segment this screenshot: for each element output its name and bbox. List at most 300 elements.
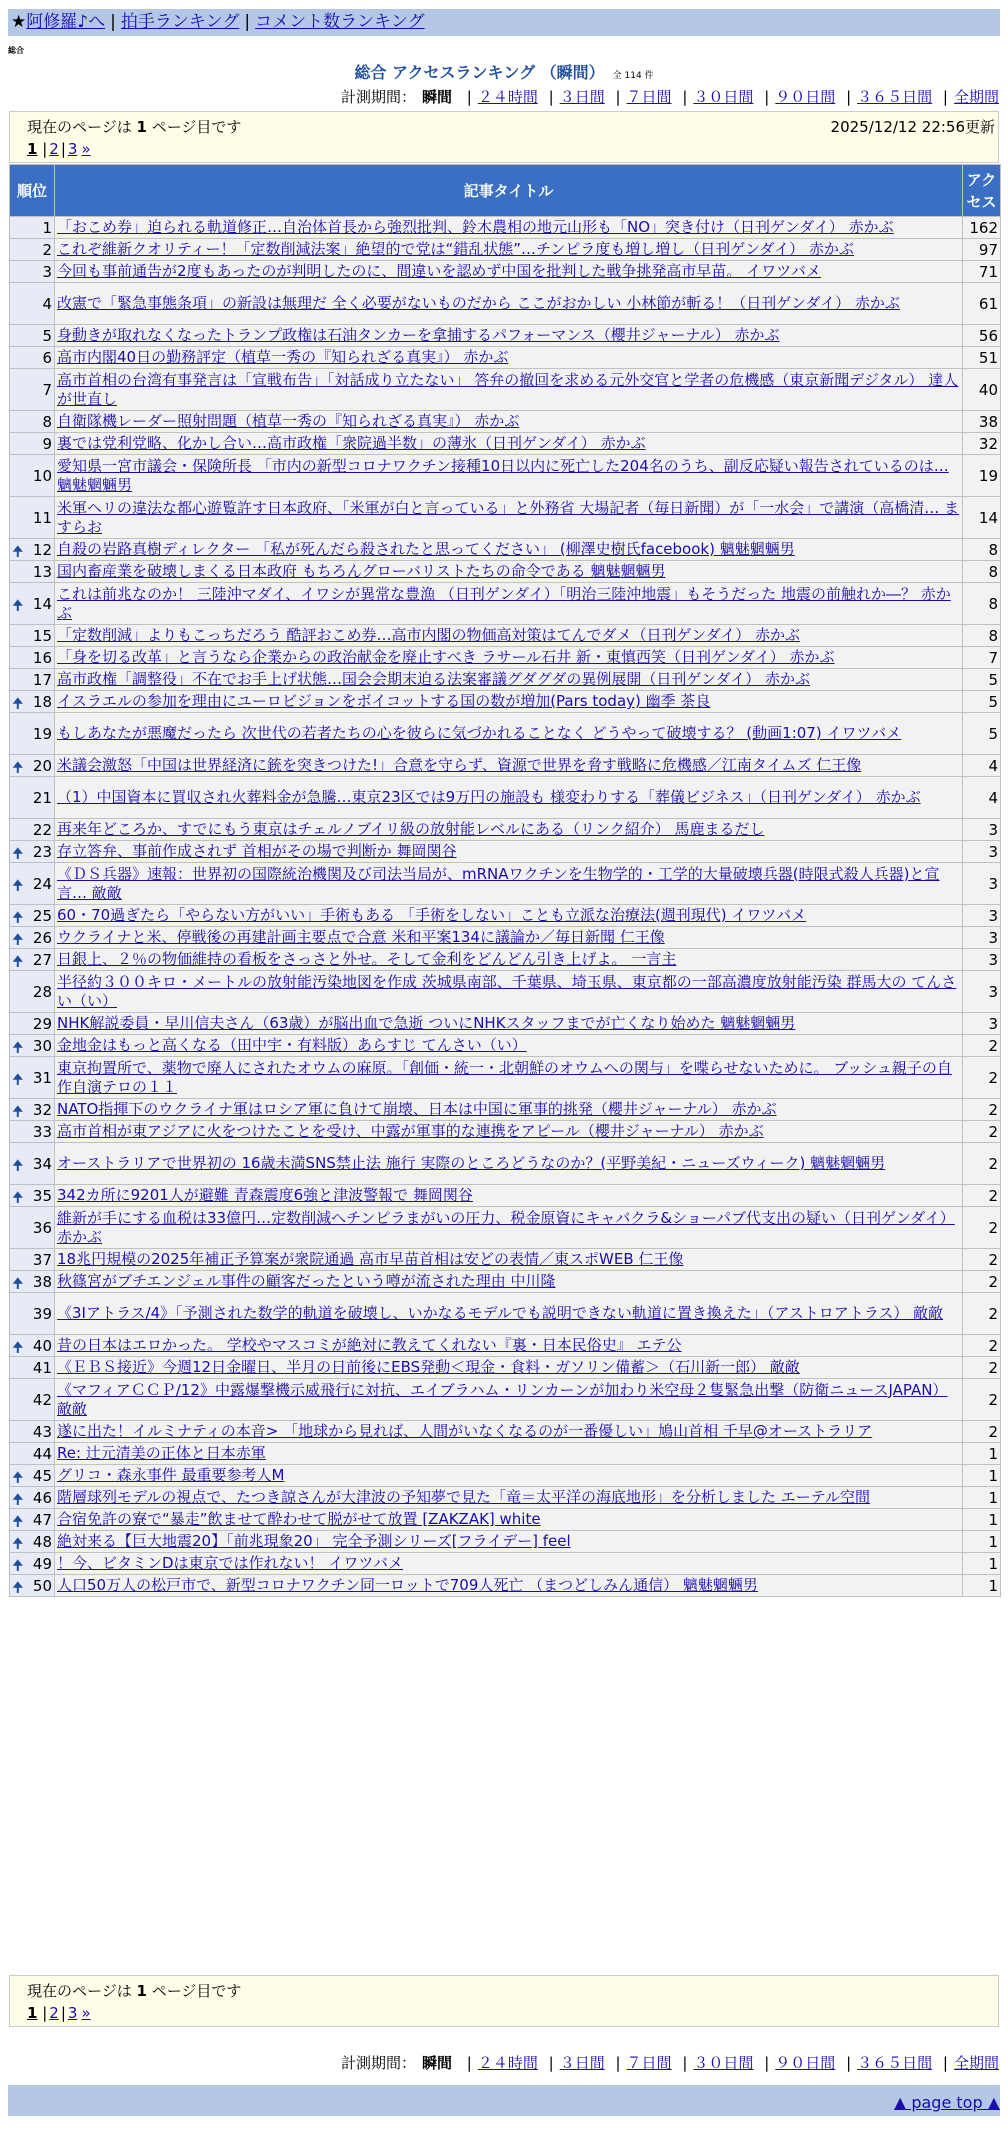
article-link[interactable]: ！今、ビタミンDは東京では作れない！ イワツバメ <box>57 1554 404 1572</box>
access-count: 3 <box>963 905 1001 927</box>
rank-cell <box>10 1357 55 1379</box>
period-label: 計測期間： <box>340 88 416 106</box>
title-cell <box>55 1465 963 1487</box>
page-title-block <box>0 60 1008 83</box>
rank-up-arrow-icon: 🠉 <box>12 597 24 614</box>
rank-cell <box>10 1013 55 1035</box>
article-link[interactable]: 遂に出た！イルミナティの本音> 「地球から見れば、人間がいなくなるのが一番優しい」鳩山首相 千早@オーストラリア <box>57 1422 873 1440</box>
access-count: 2 <box>963 1185 1001 1207</box>
rank-cell <box>10 625 55 647</box>
period-selector-top <box>341 86 999 107</box>
period-separator: | <box>615 2054 621 2072</box>
pagination-next[interactable]: » <box>81 2004 91 2022</box>
pagination-top <box>27 140 93 158</box>
rank-number: 32 <box>32 1100 52 1119</box>
period-separator: | <box>682 2054 688 2072</box>
title-cell <box>55 1487 963 1509</box>
title-cell <box>55 1421 963 1443</box>
table-row <box>10 1035 1001 1057</box>
rank-number: 9 <box>42 434 52 453</box>
article-link[interactable]: これは前兆なのか！ 三陸沖マダイ、イワシが異常な豊漁 （日刊ゲンダイ）「明治三陸沖地震」もそうだった 地震の前触れか―？ 赤かぶ <box>57 584 951 622</box>
rank-number: 38 <box>32 1272 52 1291</box>
article-link[interactable]: 米議会激怒「中国は世界経済に銃を突きつけた!」合意を守らず、資源で世界を脅す戦略に危機感／江南タイムズ 仁王像 <box>57 756 862 774</box>
title-cell <box>55 625 963 647</box>
table-row <box>10 1057 1001 1099</box>
article-link[interactable]: 60・70過ぎたら「やらない方がいい」手術もある 「手術をしない」ことも立派な治療法(週刊現代) イワツバメ <box>57 906 807 924</box>
title-cell <box>55 1379 963 1421</box>
title-cell <box>55 1335 963 1357</box>
article-link[interactable]: 昔の日本はエロかった。 学校やマスコミが絶対に教えてくれない『裏・日本民俗史』 エテ公 <box>57 1336 682 1354</box>
period-link-3d[interactable]: ３日間 <box>559 2054 605 2072</box>
title-cell <box>55 1035 963 1057</box>
access-count: 3 <box>963 949 1001 971</box>
applause-ranking-link[interactable]: 拍手ランキング <box>120 12 240 32</box>
access-count: 1 <box>963 1465 1001 1487</box>
article-link[interactable]: 愛知県一宮市議会・保険所長 「市内の新型コロナワクチン接種10日以内に死亡した204名のうち、副反応疑い報告されているのは… 魑魅魍魎男 <box>57 456 949 494</box>
article-link[interactable]: 半径約３００キロ・メートルの放射能汚染地図を作成 茨城県南部、千葉県、埼玉県、東京都の一部高濃度放射能汚染 群馬大の てんさい（い） <box>57 972 957 1010</box>
article-link[interactable]: 改憲で「緊急事態条項」の新設は無理だ 全く必要がないものだから ここがおかしい 小林節が斬る！（日刊ゲンダイ） 赤かぶ <box>57 294 900 312</box>
period-separator: | <box>466 88 472 106</box>
rank-cell <box>10 369 55 411</box>
rank-number: 17 <box>32 670 52 689</box>
title-cell <box>55 1553 963 1575</box>
rank-number: 15 <box>32 626 52 645</box>
article-link[interactable]: 合宿免許の寮で“暴走”飲ませて酔わせて脱がせて放置 [ZAKZAK] white <box>57 1510 541 1528</box>
rank-cell <box>10 1465 55 1487</box>
access-count: 2 <box>963 1249 1001 1271</box>
article-link[interactable]: 「定数削減」よりもこっちだろう 酷評おこめ券…高市内閣の物価高対策はてんでダメ（日刊ゲンダイ） 赤かぶ <box>57 626 801 644</box>
table-row <box>10 841 1001 863</box>
period-link-24h[interactable]: ２４時間 <box>477 88 538 106</box>
article-link[interactable]: 「おこめ券」迫られる軌道修正…自治体首長から強烈批判、鈴木農相の地元山形も「NO」突き付け（日刊ゲンダイ） 赤かぶ <box>57 218 894 236</box>
article-link[interactable]: 維新が手にする血税は33億円…定数削減へチンピラまがいの圧力、税金原資にキャバクラ&ショーパブ代支出の疑い（日刊ゲンダイ） 赤かぶ <box>57 1208 955 1246</box>
table-row <box>10 217 1001 239</box>
rank-number: 5 <box>42 326 52 345</box>
table-row <box>10 455 1001 497</box>
access-count: 4 <box>963 755 1001 777</box>
article-link[interactable]: 18兆円規模の2025年補正予算案が衆院通過 高市早苗首相は安どの表情／東スポWEB 仁王像 <box>57 1250 684 1268</box>
period-current: 瞬間 <box>421 88 452 106</box>
article-link[interactable]: もしあなたが悪魔だったら 次世代の若者たちの心を彼らに気づかれることなく どうやって破壊する？ (動画1:07) イワツバメ <box>57 724 902 742</box>
rank-number: 43 <box>32 1422 52 1441</box>
rank-number: 27 <box>32 950 52 969</box>
rank-cell <box>10 1185 55 1207</box>
article-link[interactable]: 人口50万人の松戸市で、新型コロナワクチン同一ロットで709人死亡 （まつどしみん通信） 魑魅魍魎男 <box>57 1576 758 1594</box>
rank-cell <box>10 1335 55 1357</box>
title-cell <box>55 691 963 713</box>
rank-cell <box>10 927 55 949</box>
page-info-top <box>9 111 999 163</box>
table-row <box>10 625 1001 647</box>
table-row <box>10 777 1001 819</box>
period-link-all[interactable]: 全期間 <box>953 2054 999 2072</box>
pagination-page-2[interactable]: 2 <box>49 2004 59 2022</box>
rank-cell <box>10 1121 55 1143</box>
access-count: 8 <box>963 539 1001 561</box>
title-cell <box>55 1575 963 1597</box>
article-link[interactable]: これぞ維新クオリティー！「定数削減法案」絶望的で党は“錯乱状態”…チンピラ度も増し増し（日刊ゲンダイ） 赤かぶ <box>57 240 854 258</box>
access-count: 1 <box>963 1553 1001 1575</box>
table-row <box>10 669 1001 691</box>
access-count: 2 <box>963 1099 1001 1121</box>
access-count: 2 <box>963 1057 1001 1099</box>
pagination-current: 1 <box>27 140 38 158</box>
title-cell <box>55 669 963 691</box>
table-row <box>10 497 1001 539</box>
title-cell <box>55 239 963 261</box>
access-count: 71 <box>963 261 1001 283</box>
pagination-next[interactable]: » <box>81 140 91 158</box>
table-row <box>10 647 1001 669</box>
rank-number: 8 <box>42 412 52 431</box>
table-row <box>10 369 1001 411</box>
table-row <box>10 1249 1001 1271</box>
pagination-page-3[interactable]: 3 <box>67 140 78 158</box>
access-count: 4 <box>963 777 1001 819</box>
access-count: 32 <box>963 433 1001 455</box>
rank-number: 6 <box>42 348 52 367</box>
access-count: 2 <box>963 1121 1001 1143</box>
article-link[interactable]: グリコ・森永事件 最重要参考人M <box>57 1466 285 1484</box>
access-count: 3 <box>963 863 1001 905</box>
rank-cell <box>10 1057 55 1099</box>
pagination-bottom <box>27 2004 93 2022</box>
article-link[interactable]: 絶対来る【巨大地震20】「前兆現象20」 完全予測シリーズ[フライデー] feel <box>57 1532 571 1550</box>
rank-cell <box>10 1207 55 1249</box>
period-current: 瞬間 <box>421 2054 452 2072</box>
rank-number: 7 <box>42 380 52 399</box>
rank-cell <box>10 1379 55 1421</box>
rank-number: 20 <box>32 756 52 775</box>
table-row <box>10 239 1001 261</box>
title-cell <box>55 713 963 755</box>
title-cell <box>55 455 963 497</box>
title-cell <box>55 1121 963 1143</box>
rank-cell <box>10 863 55 905</box>
article-link[interactable]: 秋篠宮がブチエンジェル事件の顧客だったという噂が流された理由 中川隆 <box>57 1272 556 1290</box>
access-count: 2 <box>963 1379 1001 1421</box>
rank-up-arrow-icon: 🠉 <box>12 931 24 948</box>
rank-cell <box>10 411 55 433</box>
article-link[interactable]: 高市首相が東アジアに火をつけたことを受け、中露が軍事的な連携をアピール（櫻井ジャーナル） 赤かぶ <box>57 1122 764 1140</box>
title-cell <box>55 433 963 455</box>
rank-number: 11 <box>32 508 52 527</box>
title-cell <box>55 217 963 239</box>
period-link-24h[interactable]: ２４時間 <box>477 2054 538 2072</box>
rank-cell <box>10 1531 55 1553</box>
title-cell <box>55 1443 963 1465</box>
rank-cell <box>10 325 55 347</box>
article-link[interactable]: 階層球列モデルの視点で、たつき諒さんが大津波の予知夢で見た「竜＝太平洋の海底地形」を分析しました エーテル空間 <box>57 1488 870 1506</box>
title-cell <box>55 1271 963 1293</box>
access-count: 38 <box>963 411 1001 433</box>
table-row <box>10 905 1001 927</box>
rank-number: 42 <box>32 1390 52 1409</box>
title-cell <box>55 411 963 433</box>
table-row <box>10 1207 1001 1249</box>
article-link[interactable]: 《ＥＢＳ接近》今週12日金曜日、半月の日前後にEBS発動＜現金・食料・ガソリン備蓄＞（石川新一郎） 敵敵 <box>57 1358 800 1376</box>
rank-up-arrow-icon: 🠉 <box>12 695 24 712</box>
title-cell <box>55 863 963 905</box>
page-info-prefix: 現在のページは <box>27 118 137 136</box>
total-count: 全 114 件 <box>612 71 654 81</box>
top-nav-bar <box>8 9 1000 36</box>
access-count: 2 <box>963 1271 1001 1293</box>
table-row <box>10 1185 1001 1207</box>
table-row <box>10 539 1001 561</box>
article-link[interactable]: ウクライナと米、停戦後の再建計画主要点で合意 米和平案134に議論か／毎日新聞 仁王像 <box>57 928 665 946</box>
period-link-365d[interactable]: ３６５日間 <box>857 2054 933 2072</box>
access-count: 3 <box>963 1013 1001 1035</box>
table-row <box>10 691 1001 713</box>
header-rank: 順位 <box>10 165 55 217</box>
rank-cell <box>10 347 55 369</box>
article-link[interactable]: 《ＤＳ兵器》速報：世界初の国際統治機関及び司法当局が、mRNAワクチンを生物学的・工学的大量破壊兵器(時限式殺人兵器)と宣言… 敵敵 <box>57 864 940 902</box>
article-link[interactable]: 「身を切る改革」と言うなら企業からの政治献金を廃止すべき ラサール石井 新・東慎西笑（日刊ゲンダイ） 赤かぶ <box>57 648 835 666</box>
article-link[interactable]: 《マフィアＣＣＰ/12》中露爆撃機示威飛行に対抗、エイブラハム・リンカーンが加わり米空母２隻緊急出撃（防衛ニュースJAPAN） 敵敵 <box>57 1380 948 1418</box>
rank-cell <box>10 691 55 713</box>
period-link-90d[interactable]: ９０日間 <box>775 88 836 106</box>
rank-up-arrow-icon: 🠉 <box>12 1071 24 1088</box>
rank-cell <box>10 777 55 819</box>
table-row <box>10 583 1001 625</box>
rank-up-arrow-icon: 🠉 <box>12 1491 24 1508</box>
rank-number: 22 <box>32 820 52 839</box>
title-cell <box>55 583 963 625</box>
access-count: 5 <box>963 713 1001 755</box>
article-link[interactable]: NATO指揮下のウクライナ軍はロシア軍に負けて崩壊、日本は中国に軍事的挑発（櫻井ジャーナル） 赤かぶ <box>57 1100 777 1118</box>
rank-up-arrow-icon: 🠉 <box>12 953 24 970</box>
period-link-7d[interactable]: ７日間 <box>626 2054 672 2072</box>
title-cell <box>55 1013 963 1035</box>
rank-cell <box>10 583 55 625</box>
table-row <box>10 1335 1001 1357</box>
access-count: 2 <box>963 1143 1001 1185</box>
table-row <box>10 1465 1001 1487</box>
access-count: 2 <box>963 1035 1001 1057</box>
rank-number: 50 <box>32 1576 52 1595</box>
rank-cell <box>10 1271 55 1293</box>
table-row <box>10 1509 1001 1531</box>
access-count: 1 <box>963 1443 1001 1465</box>
pagination-page-2[interactable]: 2 <box>49 140 59 158</box>
rank-number: 49 <box>32 1554 52 1573</box>
article-link[interactable]: イスラエルの参加を理由にユーロビジョンをボイコットする国の数が増加(Pars today) 幽季 茶良 <box>57 692 711 710</box>
article-link[interactable]: 東京拘置所で、薬物で廃人にされたオウムの麻原。「創価・統一・北朝鮮のオウムへの関与」を喋らせないために。 ブッシュ親子の自作自演テロの１１ <box>57 1058 952 1096</box>
rank-number: 28 <box>32 982 52 1001</box>
access-count: 56 <box>963 325 1001 347</box>
rank-cell <box>10 239 55 261</box>
article-link[interactable]: 国内畜産業を破壊しまくる日本政府 もちろんグローバリストたちの命令である 魑魅魍魎男 <box>57 562 666 580</box>
access-count: 14 <box>963 497 1001 539</box>
table-row <box>10 433 1001 455</box>
rank-cell <box>10 1293 55 1335</box>
article-link[interactable]: 自殺の岩路真樹ディレクター 「私が死んだら殺されたと思ってください」 (柳澤史樹氏facebook) 魑魅魍魎男 <box>57 540 795 558</box>
rank-up-arrow-icon: 🠉 <box>12 1039 24 1056</box>
rank-up-arrow-icon: 🠉 <box>12 1535 24 1552</box>
table-row <box>10 1271 1001 1293</box>
rank-cell <box>10 455 55 497</box>
access-count: 2 <box>963 1293 1001 1335</box>
rank-up-arrow-icon: 🠉 <box>12 1557 24 1574</box>
access-count: 2 <box>963 1335 1001 1357</box>
title-cell <box>55 819 963 841</box>
period-link-30d[interactable]: ３０日間 <box>693 88 754 106</box>
title-cell <box>55 905 963 927</box>
period-separator: | <box>615 88 621 106</box>
period-separator: | <box>942 88 948 106</box>
title-cell <box>55 971 963 1013</box>
table-row <box>10 1531 1001 1553</box>
article-link[interactable]: 裏では党利党略、化かし合い…高市政権「衆院過半数」の薄氷（日刊ゲンダイ） 赤かぶ <box>57 434 646 452</box>
table-row <box>10 1013 1001 1035</box>
period-link-7d[interactable]: ７日間 <box>626 88 672 106</box>
article-link[interactable]: 今回も事前通告が2度もあったのが判明したのに、間違いを認めず中国を批判した戦争挑発高市早苗。 イワツバメ <box>57 262 821 280</box>
article-link[interactable]: 《3Iアトラス/4》「予測された数学的軌道を破壊し、いかなるモデルでも説明できない軌道に置き換えた」（アストロアトラス） 敵敵 <box>57 1304 944 1322</box>
access-count: 5 <box>963 669 1001 691</box>
current-page-text <box>27 116 241 137</box>
title-cell <box>55 325 963 347</box>
rank-number: 39 <box>32 1304 52 1323</box>
rank-cell <box>10 1099 55 1121</box>
rank-number: 29 <box>32 1014 52 1033</box>
page-info-number: 1 <box>136 118 147 136</box>
pagination-separator: | <box>42 140 48 158</box>
title-cell <box>55 1509 963 1531</box>
article-link[interactable]: 高市首相の台湾有事発言は「宣戦布告」「対話成り立たない」 答弁の撤回を求める元外交官と学者の危機感（東京新聞デジタル） 達人が世直し <box>57 370 959 408</box>
rank-cell <box>10 217 55 239</box>
rank-cell <box>10 497 55 539</box>
header-access: アクセス <box>963 165 1001 217</box>
rank-number: 36 <box>32 1218 52 1237</box>
table-row <box>10 863 1001 905</box>
article-link[interactable]: 高市内閣40日の勤務評定（植草一秀の『知られざる真実』） 赤かぶ <box>57 348 509 366</box>
title-cell <box>55 1207 963 1249</box>
comment-ranking-link[interactable]: コメント数ランキング <box>255 12 425 32</box>
period-link-30d[interactable]: ３０日間 <box>693 2054 754 2072</box>
rank-number: 21 <box>32 788 52 807</box>
title-cell <box>55 1143 963 1185</box>
home-link[interactable]: 阿修羅♪へ <box>26 12 106 32</box>
article-link[interactable]: 金地金はもっと高くなる（田中宇・有料版）あらすじ てんさい（い） <box>57 1036 527 1054</box>
rank-up-arrow-icon: 🠉 <box>12 543 24 560</box>
rank-number: 4 <box>42 294 52 313</box>
period-separator: | <box>764 88 770 106</box>
page-info-suffix: ページ目です <box>146 118 242 136</box>
article-link[interactable]: 高市政権「調整役」不在でお手上げ状態…国会会期末迫る法案審議グダグダの異例展開（日刊ゲンダイ） 赤かぶ <box>57 670 810 688</box>
article-link[interactable]: 再来年どころか、すでにもう東京はチェルノブイリ級の放射能レベルにある（リンク紹介） 馬鹿まるだし <box>57 820 765 838</box>
article-link[interactable]: （1）中国資本に買収され火葬料金が急騰…東京23区では9万円の施設も 様変わりする「葬儀ビジネス」（日刊ゲンダイ） 赤かぶ <box>57 788 921 806</box>
nav-separator: | <box>244 12 251 32</box>
title-cell <box>55 539 963 561</box>
category-label: 総合 <box>8 46 24 55</box>
access-count: 8 <box>963 561 1001 583</box>
table-row <box>10 819 1001 841</box>
period-link-365d[interactable]: ３６５日間 <box>857 88 933 106</box>
title-cell <box>55 1249 963 1271</box>
rank-number: 2 <box>42 240 52 259</box>
title-cell <box>55 949 963 971</box>
rank-number: 41 <box>32 1358 52 1377</box>
period-link-3d[interactable]: ３日間 <box>559 88 605 106</box>
rank-cell <box>10 755 55 777</box>
article-link[interactable]: 存立答弁、事前作成されず 首相がその場で判断か 舞岡関谷 <box>57 842 457 860</box>
access-count: 8 <box>963 625 1001 647</box>
rank-up-arrow-icon: 🠉 <box>12 909 24 926</box>
table-row <box>10 1379 1001 1421</box>
table-row <box>10 1121 1001 1143</box>
article-link[interactable]: Re: 辻元清美の正体と日本赤軍 <box>57 1444 266 1462</box>
title-cell <box>55 1357 963 1379</box>
title-cell <box>55 1293 963 1335</box>
title-cell <box>55 561 963 583</box>
article-link[interactable]: NHK解説委員・早川信夫さん（63歳）が脳出血で急逝 ついにNHKスタッフまでが亡くなり始めた 魑魅魍魎男 <box>57 1014 796 1032</box>
access-count: 51 <box>963 347 1001 369</box>
table-row <box>10 927 1001 949</box>
rank-number: 33 <box>32 1122 52 1141</box>
footer-bar <box>8 2085 1000 2116</box>
star-icon: ★ <box>11 12 27 32</box>
article-link[interactable]: オーストラリアで世界初の 16歳未満SNS禁止法 施行 実際のところどうなのか？(平野美紀・ニューズウィーク) 魑魅魍魎男 <box>57 1154 886 1172</box>
period-link-90d[interactable]: ９０日間 <box>775 2054 836 2072</box>
rank-number: 25 <box>32 906 52 925</box>
table-row <box>10 325 1001 347</box>
page-info-prefix: 現在のページは <box>27 1982 137 2000</box>
rank-number: 26 <box>32 928 52 947</box>
rank-number: 23 <box>32 842 52 861</box>
rank-cell <box>10 971 55 1013</box>
rank-cell <box>10 283 55 325</box>
table-row <box>10 1143 1001 1185</box>
title-cell <box>55 1099 963 1121</box>
rank-cell <box>10 1035 55 1057</box>
access-count: 3 <box>963 819 1001 841</box>
period-link-all[interactable]: 全期間 <box>953 88 999 106</box>
rank-number: 46 <box>32 1488 52 1507</box>
rank-up-arrow-icon: 🠉 <box>12 1469 24 1486</box>
rank-number: 24 <box>32 874 52 893</box>
updated-timestamp: 2025/12/12 22:56更新 <box>830 118 995 136</box>
access-count: 1 <box>963 1575 1001 1597</box>
rank-number: 45 <box>32 1466 52 1485</box>
rank-cell <box>10 1143 55 1185</box>
rank-number: 37 <box>32 1250 52 1269</box>
table-row <box>10 755 1001 777</box>
pagination-separator: | <box>60 140 66 158</box>
title-cell <box>55 1531 963 1553</box>
rank-cell <box>10 561 55 583</box>
rank-cell <box>10 1487 55 1509</box>
article-link[interactable]: 342カ所に9201人が避難 青森震度6強と津波警報で 舞岡関谷 <box>57 1186 473 1204</box>
article-link[interactable]: 身動きが取れなくなったトランプ政権は石油タンカーを拿捕するパフォーマンス（櫻井ジャーナル） 赤かぶ <box>57 326 780 344</box>
rank-cell <box>10 647 55 669</box>
article-link[interactable]: 米軍ヘリの違法な都心遊覧許す日本政府、「米軍が白と言っている」と外務省 大場記者（毎日新聞）が「一水会」で講演（高橋清… ますらお <box>57 498 960 536</box>
table-row <box>10 283 1001 325</box>
period-separator: | <box>548 88 554 106</box>
access-count: 8 <box>963 583 1001 625</box>
table-row <box>10 1357 1001 1379</box>
page-top-link[interactable]: ▲ page top ▲ <box>893 2093 1000 2112</box>
table-row <box>10 1099 1001 1121</box>
title-cell <box>55 1185 963 1207</box>
table-row <box>10 347 1001 369</box>
pagination-page-3[interactable]: 3 <box>67 2004 78 2022</box>
rank-cell <box>10 1575 55 1597</box>
period-separator: | <box>942 2054 948 2072</box>
ranking-body <box>10 217 1001 1597</box>
article-link[interactable]: 日銀上、２％の物価維持の看板をさっさと外せ。そして金利をどんどん引き上げよ。 一言主 <box>57 950 677 968</box>
article-link[interactable]: 自衛隊機レーダー照射問題（植草一秀の『知られざる真実』） 赤かぶ <box>57 412 520 430</box>
